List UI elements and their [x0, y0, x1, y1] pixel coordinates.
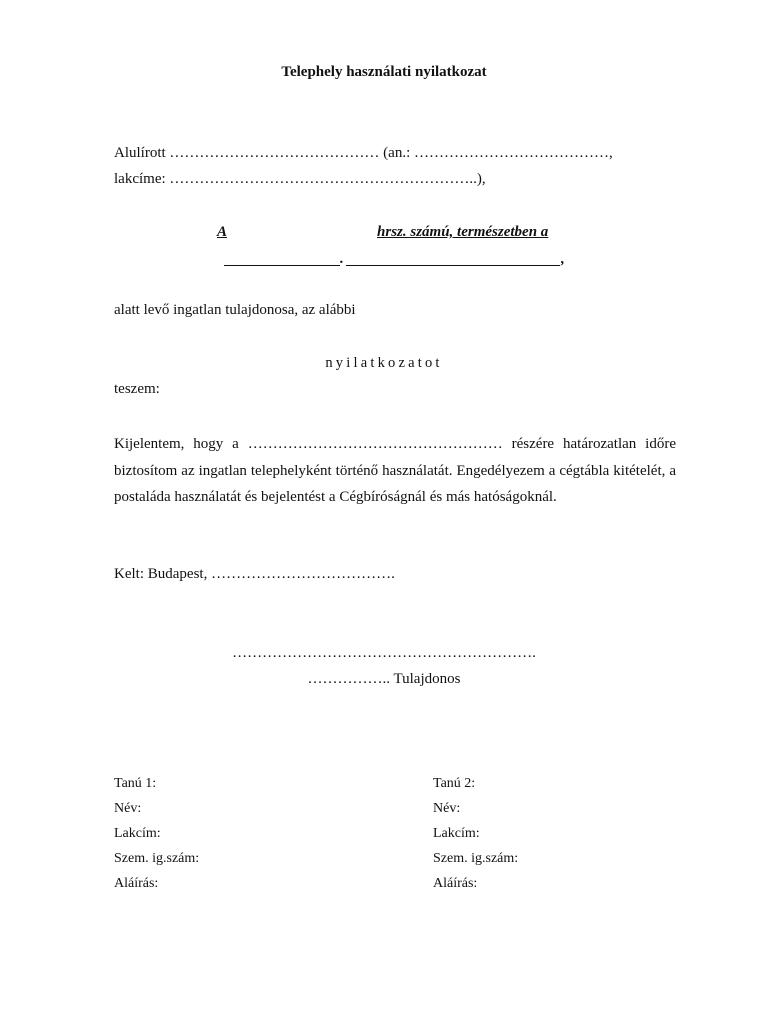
location-separator: .: [340, 251, 344, 267]
signature-dots: …………………………………………………….: [232, 645, 536, 661]
witness1-address: Lakcím:: [114, 826, 161, 841]
witness1-id: Szem. ig.szám:: [114, 851, 200, 866]
witness2-signature: Aláírás:: [433, 876, 478, 891]
witness2-heading: Tanú 2:: [433, 776, 476, 791]
document-title: Telephely használati nyilatkozat: [281, 64, 487, 80]
witness2-id: Szem. ig.szám:: [433, 851, 519, 866]
witness2-address: Lakcím:: [433, 826, 480, 841]
witness2-name: Név:: [433, 801, 461, 816]
property-prefix: A hrsz. számú, természetben a: [217, 224, 549, 240]
location-end-comma: ,: [561, 251, 565, 267]
location-blank-2: [346, 251, 560, 266]
address-line: lakcíme: ……………………………………………………..),: [114, 171, 486, 187]
teszem-line: teszem:: [114, 381, 160, 397]
witness1-heading: Tanú 1:: [114, 776, 157, 791]
undersigned-line: Alulírott …………………………………… (an.: …………………………………,: [114, 145, 613, 161]
witness1-signature: Aláírás:: [114, 876, 159, 891]
location-blank-1: [224, 251, 340, 266]
signature-label: …………….. Tulajdonos: [307, 671, 461, 687]
declaration-paragraph: Kijelentem, hogy a …………………………………………… részére határozatlan időre biztosítom az ingatlan telephelyként történő használatát. Engedélyezem a cégtábla kitételét, a postaláda használatát és bejelentést a Cégbíróságnál és más hatóságoknál.: [114, 436, 676, 505]
owner-line: alatt levő ingatlan tulajdonosa, az alábbi: [114, 302, 356, 318]
date-line: Kelt: Budapest, ……………………………….: [114, 566, 395, 582]
witness1-name: Név:: [114, 801, 142, 816]
declaration-word: nyilatkozatot: [325, 355, 443, 371]
